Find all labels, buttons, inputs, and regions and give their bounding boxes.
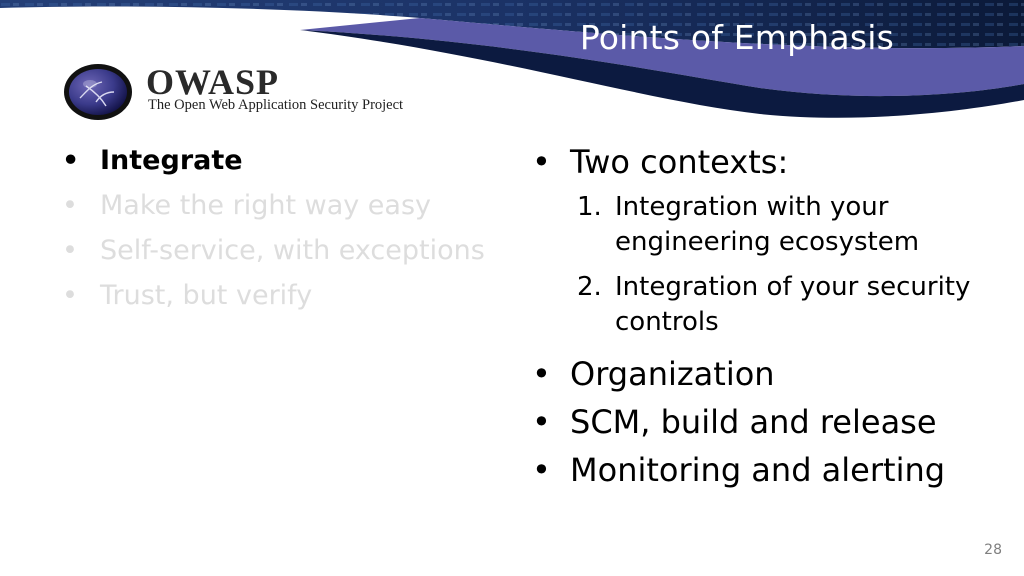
list-item-text: Two contexts: — [570, 143, 789, 181]
list-item-text: Trust, but verify — [100, 280, 313, 311]
list-item-monitoring — [532, 446, 1002, 494]
contexts-numbered-list — [532, 190, 1002, 340]
list-item-make-right-way-easy — [62, 183, 522, 228]
list-item-self-service — [62, 228, 522, 273]
bullet-icon: • — [62, 190, 78, 221]
left-bullet-list — [62, 138, 522, 318]
numbered-item-text: Integration of your security controls — [615, 272, 971, 337]
bullet-icon: • — [532, 403, 551, 441]
bullet-icon: • — [62, 145, 80, 176]
list-item-text: Make the right way easy — [100, 190, 432, 221]
numbered-item-text: Integration with your engineering ecosystem — [615, 192, 920, 257]
bullet-icon: • — [62, 280, 78, 311]
list-item-text: Integrate — [100, 145, 243, 176]
list-item-text: SCM, build and release — [570, 403, 937, 441]
logo-tagline: The Open Web Application Security Project — [148, 97, 404, 113]
list-item-text: Monitoring and alerting — [570, 451, 946, 489]
list-item-text: Self-service, with exceptions — [100, 235, 485, 266]
list-item-integrate — [62, 138, 522, 183]
slide-title: Points of Emphasis — [579, 18, 894, 57]
numbered-item-1 — [532, 190, 1002, 260]
list-item-organization — [532, 350, 1002, 398]
logo-name: OWASP — [146, 62, 280, 102]
bullet-icon: • — [532, 355, 551, 393]
right-bullet-list — [532, 138, 1002, 494]
bullet-icon: • — [532, 143, 551, 181]
page-number: 28 — [984, 542, 1002, 558]
list-item-scm — [532, 398, 1002, 446]
numbered-item-2 — [532, 270, 1002, 340]
list-item-trust-but-verify — [62, 273, 522, 318]
bullet-icon: • — [532, 451, 551, 489]
item-number: 1. — [577, 192, 602, 222]
list-item-text: Organization — [570, 355, 775, 393]
globe-icon — [62, 62, 136, 122]
owasp-logo — [62, 62, 462, 124]
bullet-icon: • — [62, 235, 78, 266]
list-item-two-contexts — [532, 138, 1002, 340]
item-number: 2. — [577, 272, 602, 302]
